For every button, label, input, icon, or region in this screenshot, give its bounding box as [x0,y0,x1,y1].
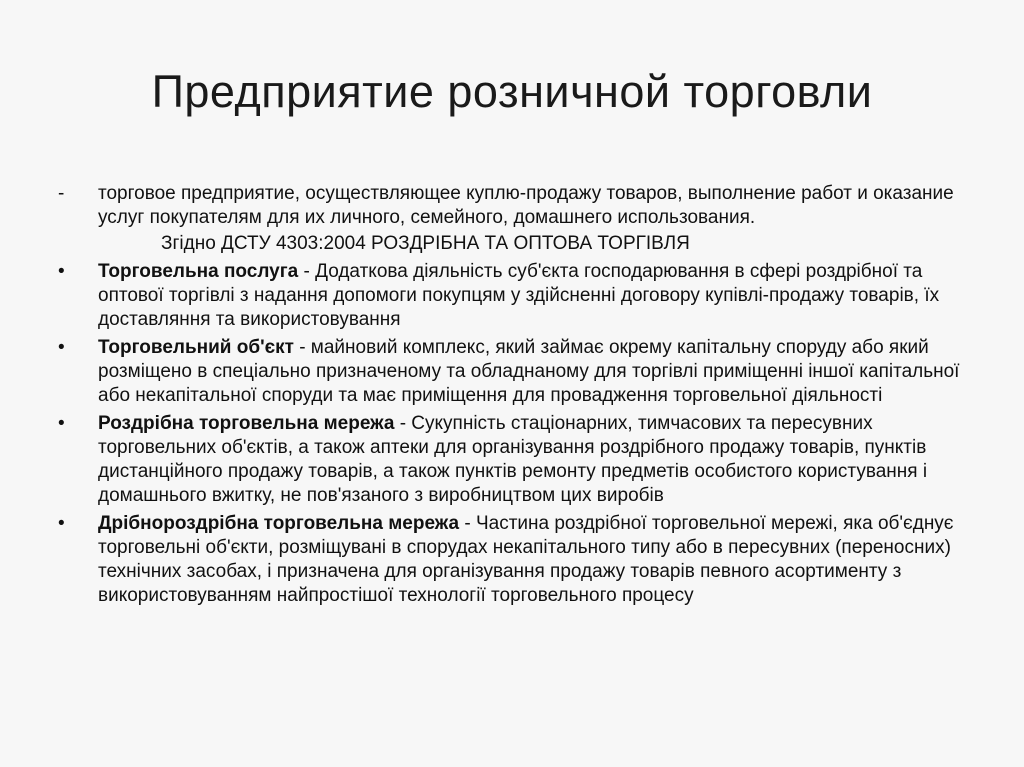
bullet-icon: • [58,513,65,534]
slide-title: Предприятие розничной торговли [151,66,873,117]
definition-item [58,512,978,608]
definition-item [58,412,978,508]
bullet-icon: • [58,337,65,358]
definition-item [58,260,978,332]
bullet-icon: • [58,261,65,282]
definition-text: - Додаткова діяльність суб'єкта господарювання в сфері роздрібної та оптової торгівлі з надання допомоги покупцям у здійсненні договору купівлі-продажу товарів, їх доставляння та використовування [98,261,940,330]
definition-term: Торговельний об'єкт [98,337,294,358]
definition-text: - майновий комплекс, який займає окрему капітальну споруду або який розміщено в спеціально призначеному та обладнаному для торгівлі приміщенні іншої капітальної або некапітальної споруди та має приміщення для провадження торговельної діяльності [98,337,960,406]
definition-text: - Частина роздрібної торговельної мережі, яка об'єднує торговельні об'єкти, розміщувані в спорудах некапітального типу або в пересувних (переносних) технічних засобах, і призначена для організування продажу товарів певного асортименту з використовуванням найпростішої технології торговельного процесу [98,513,954,606]
intro-text: торговое предприятие, осуществляющее куплю-продажу товаров, выполнение работ и оказание услуг покупателям для их личного, семейного, домашнего использования. [98,183,954,228]
definition-list [58,260,978,608]
intro-paragraph [58,182,978,230]
definition-text: - Сукупність стаціонарних, тимчасових та пересувних торговельних об'єктів, а також аптеки для організування роздрібного продажу товарів, пунктів дистанційного продажу товарів, а також пунктів ремонту предметів особистого користування і домашнього вжитку, не пов'язаного з виробництвом цих виробів [98,413,928,506]
definition-term: Торговельна послуга [98,261,299,282]
definition-term: Роздрібна торговельна мережа [98,413,395,434]
slide-content [58,182,978,612]
definition-item [58,336,978,408]
bullet-icon: • [58,413,65,434]
intro-dash: - [58,183,65,204]
standard-reference: Згідно ДСТУ 4303:2004 РОЗДРІБНА ТА ОПТОВА ТОРГІВЛЯ [161,233,690,254]
definition-term: Дрібнороздрібна торговельна мережа [98,513,460,534]
